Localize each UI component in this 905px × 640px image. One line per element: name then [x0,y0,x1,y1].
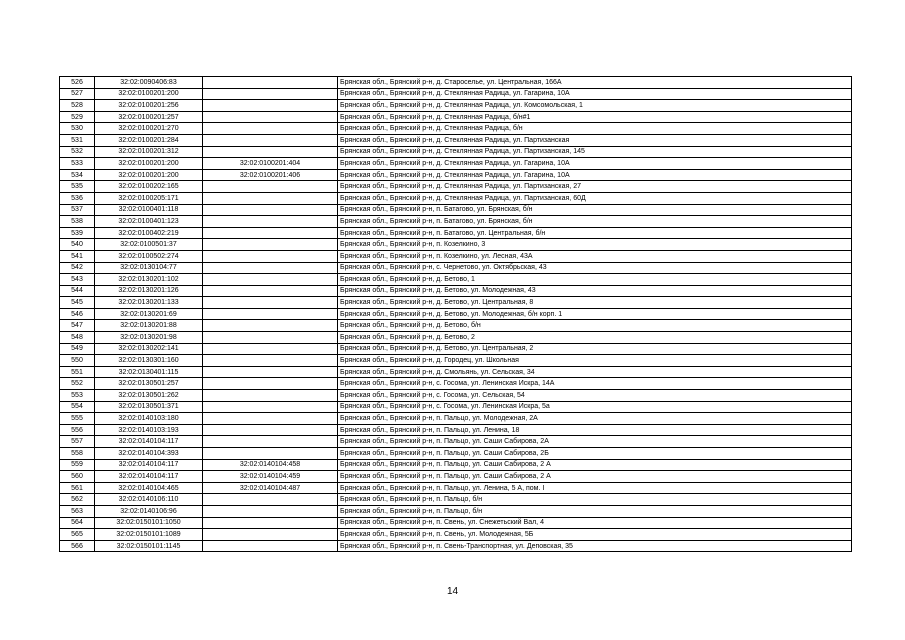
cadastral-number-cell: 32:02:0150101:1089 [95,529,203,541]
secondary-cadastral-number-cell [203,134,338,146]
cadastral-number-cell: 32:02:0100201:257 [95,111,203,123]
cadastral-number-cell: 32:02:0100401:123 [95,216,203,228]
cadastral-number-cell: 32:02:0130401:115 [95,366,203,378]
cadastral-number-cell: 32:02:0130201:98 [95,332,203,344]
cadastral-number-cell: 32:02:0100402:219 [95,227,203,239]
address-cell: Брянская обл., Брянский р-н, п. Свень, ул. Молодежная, 5Б [338,529,852,541]
address-cell: Брянская обл., Брянский р-н, д. Городец, ул. Школьная [338,355,852,367]
page-number: 14 [446,586,459,597]
address-cell: Брянская обл., Брянский р-н, д. Стеклянная Радица, ул. Комсомольская, 1 [338,100,852,112]
table-row [60,413,852,425]
cadastral-number-cell: 32:02:0140104:117 [95,436,203,448]
row-number-cell: 544 [60,285,95,297]
row-number-cell: 539 [60,227,95,239]
secondary-cadastral-number-cell [203,111,338,123]
cadastral-number-cell: 32:02:0130201:88 [95,320,203,332]
address-cell: Брянская обл., Брянский р-н, с. Госома, ул. Ленинская Искра, 14А [338,378,852,390]
row-number-cell: 540 [60,239,95,251]
address-cell: Брянская обл., Брянский р-н, с. Госома, ул. Ленинская Искра, 5а [338,401,852,413]
cadastral-number-cell: 32:02:0150101:1050 [95,517,203,529]
row-number-cell: 538 [60,216,95,228]
address-cell: Брянская обл., Брянский р-н, д. Бетово, 2 [338,332,852,344]
table-row [60,355,852,367]
table-row [60,158,852,170]
table-row [60,216,852,228]
table-row [60,494,852,506]
address-cell: Брянская обл., Брянский р-н, с. Госома, ул. Сельская, 54 [338,390,852,402]
secondary-cadastral-number-cell [203,123,338,135]
cadastral-number-cell: 32:02:0100502:274 [95,250,203,262]
secondary-cadastral-number-cell [203,274,338,286]
row-number-cell: 562 [60,494,95,506]
cadastral-number-cell: 32:02:0140106:96 [95,505,203,517]
address-cell: Брянская обл., Брянский р-н, д. Стеклянная Радица, б/н [338,123,852,135]
address-cell: Брянская обл., Брянский р-н, д. Стеклянная Радица, ул. Гагарина, 10А [338,169,852,181]
secondary-cadastral-number-cell [203,436,338,448]
secondary-cadastral-number-cell [203,540,338,552]
table-row [60,134,852,146]
cadastral-number-cell: 32:02:0130501:262 [95,390,203,402]
row-number-cell: 552 [60,378,95,390]
table-row [60,390,852,402]
table-row [60,88,852,100]
cadastral-number-cell: 32:02:0100201:270 [95,123,203,135]
table-row [60,332,852,344]
row-number-cell: 533 [60,158,95,170]
cadastral-number-cell: 32:02:0140104:393 [95,448,203,460]
table-row [60,250,852,262]
secondary-cadastral-number-cell [203,529,338,541]
secondary-cadastral-number-cell [203,227,338,239]
cadastral-number-cell: 32:02:0140106:110 [95,494,203,506]
table-row [60,436,852,448]
row-number-cell: 559 [60,459,95,471]
cadastral-number-cell: 32:02:0140104:117 [95,471,203,483]
secondary-cadastral-number-cell [203,308,338,320]
secondary-cadastral-number-cell [203,216,338,228]
row-number-cell: 532 [60,146,95,158]
cadastral-number-cell: 32:02:0140104:465 [95,482,203,494]
secondary-cadastral-number-cell [203,100,338,112]
cadastral-number-cell: 32:02:0130201:133 [95,297,203,309]
address-cell: Брянская обл., Брянский р-н, п. Козелкино, 3 [338,239,852,251]
table-row [60,471,852,483]
address-cell: Брянская обл., Брянский р-н, д. Бетово, 1 [338,274,852,286]
table-row [60,77,852,89]
secondary-cadastral-number-cell [203,355,338,367]
table-row [60,111,852,123]
cadastral-number-cell: 32:02:0140103:180 [95,413,203,425]
secondary-cadastral-number-cell [203,505,338,517]
cadastral-number-cell: 32:02:0100401:118 [95,204,203,216]
row-number-cell: 530 [60,123,95,135]
address-cell: Брянская обл., Брянский р-н, п. Пальцо, ул. Саши Сабирова, 2Б [338,448,852,460]
table-row [60,343,852,355]
row-number-cell: 545 [60,297,95,309]
cadastral-number-cell: 32:02:0130202:141 [95,343,203,355]
table-row [60,448,852,460]
row-number-cell: 561 [60,482,95,494]
cadastral-number-cell: 32:02:0100202:165 [95,181,203,193]
address-cell: Брянская обл., Брянский р-н, п. Пальцо, б/н [338,505,852,517]
secondary-cadastral-number-cell [203,77,338,89]
address-cell: Брянская обл., Брянский р-н, п. Пальцо, ул. Ленина, 18 [338,424,852,436]
cadastral-number-cell: 32:02:0100201:312 [95,146,203,158]
row-number-cell: 527 [60,88,95,100]
table-row [60,517,852,529]
table-row [60,308,852,320]
row-number-cell: 542 [60,262,95,274]
row-number-cell: 548 [60,332,95,344]
table-row [60,204,852,216]
table-row [60,320,852,332]
secondary-cadastral-number-cell [203,424,338,436]
row-number-cell: 553 [60,390,95,402]
table-row [60,378,852,390]
cadastral-number-cell: 32:02:0100201:200 [95,169,203,181]
table-row [60,146,852,158]
secondary-cadastral-number-cell [203,239,338,251]
row-number-cell: 563 [60,505,95,517]
secondary-cadastral-number-cell: 32:02:0100201:404 [203,158,338,170]
secondary-cadastral-number-cell [203,448,338,460]
cadastral-number-cell: 32:02:0130501:371 [95,401,203,413]
address-cell: Брянская обл., Брянский р-н, п. Свень-Транспортная, ул. Деповская, 35 [338,540,852,552]
secondary-cadastral-number-cell [203,320,338,332]
cadastral-number-cell: 32:02:0100201:200 [95,88,203,100]
table-row [60,529,852,541]
secondary-cadastral-number-cell [203,378,338,390]
address-cell: Брянская обл., Брянский р-н, д. Староселье, ул. Центральная, 166А [338,77,852,89]
address-cell: Брянская обл., Брянский р-н, д. Стеклянная Радица, ул. Партизанская [338,134,852,146]
secondary-cadastral-number-cell [203,285,338,297]
secondary-cadastral-number-cell [203,366,338,378]
secondary-cadastral-number-cell [203,343,338,355]
row-number-cell: 526 [60,77,95,89]
secondary-cadastral-number-cell [203,250,338,262]
cadastral-number-cell: 32:02:0100501:37 [95,239,203,251]
secondary-cadastral-number-cell [203,181,338,193]
secondary-cadastral-number-cell: 32:02:0100201:406 [203,169,338,181]
address-cell: Брянская обл., Брянский р-н, д. Бетово, б/н [338,320,852,332]
table-row [60,262,852,274]
address-cell: Брянская обл., Брянский р-н, п. Пальцо, ул. Саши Сабирова, 2 А [338,459,852,471]
cadastral-number-cell: 32:02:0090406:83 [95,77,203,89]
registry-table-body [60,77,852,552]
cadastral-number-cell: 32:02:0100201:284 [95,134,203,146]
table-row [60,297,852,309]
table-row [60,285,852,297]
row-number-cell: 547 [60,320,95,332]
table-row [60,459,852,471]
table-row [60,274,852,286]
address-cell: Брянская обл., Брянский р-н, п. Батагово, ул. Центральная, б/н [338,227,852,239]
row-number-cell: 537 [60,204,95,216]
cadastral-number-cell: 32:02:0140104:117 [95,459,203,471]
row-number-cell: 565 [60,529,95,541]
cadastral-number-cell: 32:02:0100201:200 [95,158,203,170]
row-number-cell: 555 [60,413,95,425]
row-number-cell: 529 [60,111,95,123]
table-row [60,424,852,436]
registry-table [59,76,852,552]
cadastral-number-cell: 32:02:0130201:126 [95,285,203,297]
row-number-cell: 531 [60,134,95,146]
secondary-cadastral-number-cell [203,88,338,100]
row-number-cell: 543 [60,274,95,286]
address-cell: Брянская обл., Брянский р-н, п. Батагово, ул. Брянская, б/н [338,204,852,216]
address-cell: Брянская обл., Брянский р-н, п. Батагово, ул. Брянская, б/н [338,216,852,228]
secondary-cadastral-number-cell [203,401,338,413]
secondary-cadastral-number-cell [203,517,338,529]
address-cell: Брянская обл., Брянский р-н, п. Свень, ул. Снежетьский Вал, 4 [338,517,852,529]
table-row [60,192,852,204]
row-number-cell: 564 [60,517,95,529]
address-cell: Брянская обл., Брянский р-н, д. Бетово, ул. Центральная, 8 [338,297,852,309]
table-row [60,181,852,193]
row-number-cell: 534 [60,169,95,181]
row-number-cell: 556 [60,424,95,436]
address-cell: Брянская обл., Брянский р-н, д. Бетово, ул. Центральная, 2 [338,343,852,355]
secondary-cadastral-number-cell [203,297,338,309]
secondary-cadastral-number-cell [203,262,338,274]
cadastral-number-cell: 32:02:0140103:193 [95,424,203,436]
cadastral-number-cell: 32:02:0100205:171 [95,192,203,204]
secondary-cadastral-number-cell: 32:02:0140104:459 [203,471,338,483]
address-cell: Брянская обл., Брянский р-н, п. Пальцо, ул. Молодежная, 2А [338,413,852,425]
row-number-cell: 541 [60,250,95,262]
address-cell: Брянская обл., Брянский р-н, п. Пальцо, ул. Ленина, 5 А, пом. I [338,482,852,494]
row-number-cell: 535 [60,181,95,193]
address-cell: Брянская обл., Брянский р-н, д. Бетово, ул. Молодежная, б/н корп. 1 [338,308,852,320]
row-number-cell: 551 [60,366,95,378]
table-row [60,100,852,112]
row-number-cell: 550 [60,355,95,367]
table-row [60,540,852,552]
address-cell: Брянская обл., Брянский р-н, д. Стеклянная Радица, ул. Партизанская, 145 [338,146,852,158]
cadastral-number-cell: 32:02:0130104:77 [95,262,203,274]
secondary-cadastral-number-cell [203,413,338,425]
address-cell: Брянская обл., Брянский р-н, д. Смольянь, ул. Сельская, 34 [338,366,852,378]
table-row [60,227,852,239]
address-cell: Брянская обл., Брянский р-н, с. Чернетово, ул. Октябрьская, 43 [338,262,852,274]
secondary-cadastral-number-cell [203,204,338,216]
table-row [60,366,852,378]
cadastral-number-cell: 32:02:0150101:1145 [95,540,203,552]
row-number-cell: 558 [60,448,95,460]
row-number-cell: 528 [60,100,95,112]
secondary-cadastral-number-cell: 32:02:0140104:487 [203,482,338,494]
row-number-cell: 554 [60,401,95,413]
secondary-cadastral-number-cell: 32:02:0140104:458 [203,459,338,471]
table-row [60,123,852,135]
address-cell: Брянская обл., Брянский р-н, п. Козелкино, ул. Лесная, 43А [338,250,852,262]
secondary-cadastral-number-cell [203,390,338,402]
row-number-cell: 557 [60,436,95,448]
cadastral-number-cell: 32:02:0130201:69 [95,308,203,320]
table-row [60,401,852,413]
secondary-cadastral-number-cell [203,332,338,344]
address-cell: Брянская обл., Брянский р-н, д. Бетово, ул. Молодежная, 43 [338,285,852,297]
address-cell: Брянская обл., Брянский р-н, д. Стеклянная Радица, б/н#1 [338,111,852,123]
table-row [60,239,852,251]
cadastral-number-cell: 32:02:0130301:160 [95,355,203,367]
address-cell: Брянская обл., Брянский р-н, п. Пальцо, б/н [338,494,852,506]
row-number-cell: 566 [60,540,95,552]
secondary-cadastral-number-cell [203,146,338,158]
table-row [60,169,852,181]
row-number-cell: 560 [60,471,95,483]
secondary-cadastral-number-cell [203,192,338,204]
row-number-cell: 549 [60,343,95,355]
cadastral-number-cell: 32:02:0130501:257 [95,378,203,390]
secondary-cadastral-number-cell [203,494,338,506]
address-cell: Брянская обл., Брянский р-н, п. Пальцо, ул. Саши Сабирова, 2А [338,436,852,448]
address-cell: Брянская обл., Брянский р-н, п. Пальцо, ул. Саши Сабирова, 2 А [338,471,852,483]
row-number-cell: 546 [60,308,95,320]
cadastral-number-cell: 32:02:0130201:102 [95,274,203,286]
address-cell: Брянская обл., Брянский р-н, д. Стеклянная Радица, ул. Гагарина, 10А [338,158,852,170]
address-cell: Брянская обл., Брянский р-н, д. Стеклянная Радица, ул. Партизанская, 60Д [338,192,852,204]
address-cell: Брянская обл., Брянский р-н, д. Стеклянная Радица, ул. Партизанская, 27 [338,181,852,193]
cadastral-number-cell: 32:02:0100201:256 [95,100,203,112]
row-number-cell: 536 [60,192,95,204]
address-cell: Брянская обл., Брянский р-н, д. Стеклянная Радица, ул. Гагарина, 10А [338,88,852,100]
table-row [60,505,852,517]
table-row [60,482,852,494]
